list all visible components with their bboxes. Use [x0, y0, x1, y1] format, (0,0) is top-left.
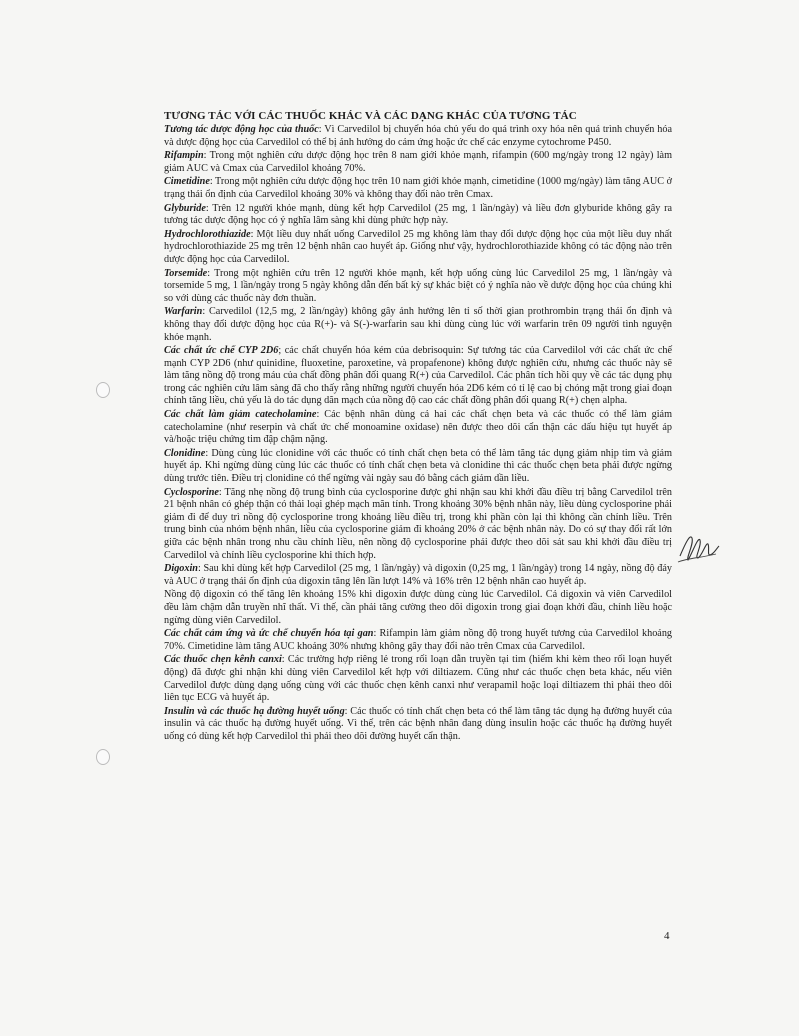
paragraph-lead: Các chất làm giảm catecholamine — [164, 409, 317, 421]
paragraph — [164, 448, 672, 486]
section-title: TƯƠNG TÁC VỚI CÁC THUỐC KHÁC VÀ CÁC DẠNG KHÁC CỦA TƯƠNG TÁC — [164, 110, 577, 122]
paragraph — [164, 229, 672, 267]
paragraph — [164, 124, 672, 149]
paragraph-text: : Các trường hợp riêng lẻ trong rối loạn dẫn truyền tại tim (hiếm khi kèm theo rối loạn huyết động) đã được ghi nhận khi dùng viên Carvedilol kết hợp với diltiazem. Cũng như các thuốc chẹn beta khác, nếu viên Carvedilol được dùng dạng uống cùng với các thuốc chẹn kênh canxi như verapamil hoặc loại diltiazem thì phải theo dõi liên tục ECG và huyết áp. — [164, 654, 672, 704]
page-number: 4 — [664, 930, 670, 942]
paragraph-lead: Torsemide — [164, 267, 208, 279]
paragraph-text: Nồng độ digoxin có thể tăng lên khoảng 15% khi digoxin được dùng cùng lúc Carvedilol. Cả digoxin và viên Carvedilol đều làm chậm dẫn truyền nhĩ thất. Vì thế, cần phải tăng cường theo dõi digoxin trong giai đoạn khởi đầu, chỉnh liều hoặc ngừng dùng viên Carvedilol. — [164, 589, 672, 626]
paragraph-text: : Trong một nghiên cứu dược động học trên 10 nam giới khỏe mạnh, cimetidine (1000 mg/ngày) làm tăng AUC ở trạng thái ổn định của Carvedilol khoảng 30% và không thay đổi nào trên Cmax. — [164, 176, 672, 200]
handwritten-signature — [676, 528, 722, 568]
document-body — [164, 110, 672, 745]
paragraph — [164, 176, 672, 201]
paragraph-text: : Vì Carvedilol bị chuyển hóa chủ yếu do quá trình oxy hóa nên quá trình chuyển hóa và dược động học của Carvedilol có thể bị ảnh hưởng do cảm ứng hoặc ức chế các enzyme cytochrome P450. — [164, 124, 672, 148]
paragraph-lead: Clonidine — [164, 447, 206, 459]
paragraph — [164, 628, 672, 653]
paragraph-text: : Một liều duy nhất uống Carvedilol 25 mg không làm thay đổi dược động học của một liều duy nhất hydrochlorothiazide 25 mg trên 12 bệnh nhân cao huyết áp. Giống như vậy, hydrochlorothiazide không có tác động nào trên dược động học của Carvedilol. — [164, 228, 672, 265]
paragraph-lead: Tương tác dược động học của thuốc — [164, 124, 319, 135]
paragraph-text: : Sau khi dùng kết hợp Carvedilol (25 mg, 1 lần/ngày) và digoxin (0,25 mg, 1 lần/ngày) trong 14 ngày, nồng độ đáy và AUC ở trạng thái ổn định của digoxin tăng lên lần lượt 14% và 16% trên 12 bệnh nhân cao huyết áp. — [164, 563, 672, 587]
paragraph — [164, 487, 672, 563]
paragraph-text: : Tăng nhẹ nồng độ trung bình của cyclosporine được ghi nhận sau khi khởi đầu điều trị bằng Carvedilol trên 21 bệnh nhân có ghép thận có thải loại ghép mạch mãn tính. Trong khoảng 30% bệnh nhân này, liều dùng cyclosporine phải giảm đi để duy trì nồng độ cyclosporine trong khoảng liều điều trị, trong khi phần còn lại thì không cần chỉnh liều. Trên trung bình của nhóm bệnh nhân, liều của cyclosporine giảm đi khoảng 20% ở các bệnh nhân này. Do có sự thay đổi rất lớn giữa các bệnh nhân trong nhu cầu chỉnh liều, nên nồng độ cyclosporine phải được theo dõi sát sau khi khởi đầu điều trị Carvedilol và chỉnh liều cyclosporine khi thích hợp. — [164, 486, 672, 561]
paragraph-text: : Các bệnh nhân dùng cả hai các chất chẹn beta và các thuốc có thể làm giảm catecholamine (như reserpin và chất ức chế monoamine oxidase) nên được theo dõi cẩn thận các dấu hiệu tụt huyết áp và/hoặc triệu chứng tim đập chậm nặng. — [164, 409, 672, 446]
paragraph — [164, 589, 672, 627]
paragraph-lead: Warfarin — [164, 306, 203, 318]
paragraph-text: : Carvedilol (12,5 mg, 2 lần/ngày) không gây ảnh hưởng lên tỉ số thời gian prothrombin trạng thái ổn định và không thay đổi dược động học của R(+)- và S(-)-warfarin sau khi dùng cùng lúc với warfarin trên 09 người tình nguyện khỏe mạnh. — [164, 306, 672, 343]
paragraph-lead: Cyclosporine — [164, 486, 219, 498]
paragraph-lead: Insulin và các thuốc hạ đường huyết uống — [164, 705, 345, 717]
paragraph — [164, 306, 672, 344]
paragraph-lead: Các chất cảm ứng và ức chế chuyển hóa tại gan — [164, 628, 374, 640]
paragraph — [164, 409, 672, 447]
paragraph-lead: Digoxin — [164, 563, 198, 575]
paragraph — [164, 150, 672, 175]
paragraph — [164, 345, 672, 408]
paragraph-text: ; các chất chuyển hóa kém của debrisoquin: Sự tương tác của Carvedilol với các chất ức chế mạnh CYP 2D6 (như quinidine, fluoxetine, paroxetine, và propafenone) không được nghiên cứu, nhưng các thuốc này sẽ làm tăng nồng độ trong máu của chất đồng phân đối quang R(+) của Carvedilol. Các phân tích hồi quy về các tác dụng phụ trong các nghiên cứu lâm sàng đã cho thấy rằng những người chuyển hóa 2D6 kém có tỉ lệ cao bị chóng mặt trong giai đoạn chỉnh tăng liều, chủ yếu là do tác dụng dãn mạch của nồng độ cao các chất đồng phân đối quang R(+) chẹn alpha. — [164, 345, 672, 407]
paragraph-lead: Cimetidine — [164, 176, 210, 188]
paragraph — [164, 654, 672, 704]
paragraph-text: : Dùng cùng lúc clonidine với các thuốc có tính chất chẹn beta có thể làm tăng tác dụng giảm nhịp tim và giảm huyết áp. Khi ngừng dùng cùng lúc các thuốc có tính chất chẹn beta và clonidine thì các thuốc chẹn beta phải được ngừng dùng trước tiên. Điều trị clonidine có thể ngừng vài ngày sau đó bằng cách giảm dần liều. — [164, 447, 672, 485]
punch-hole — [96, 382, 110, 398]
paragraph-lead: Hydrochlorothiazide — [164, 228, 251, 240]
paragraph — [164, 563, 672, 588]
paragraph — [164, 203, 672, 228]
paragraph-lead: Rifampin — [164, 150, 204, 162]
paragraph-lead: Các thuốc chẹn kênh canxi — [164, 654, 282, 666]
paragraph — [164, 706, 672, 744]
paragraph — [164, 268, 672, 306]
paragraph-text: : Các thuốc có tính chất chẹn beta có thể làm tăng tác dụng hạ đường huyết của insulin và các thuốc hạ đường huyết uống. Vì thế, trên các bệnh nhân đang dùng insulin hoặc các thuốc hạ đường huyết uống có dùng kết hợp Carvedilol thì phải theo dõi đường huyết cẩn thận. — [164, 705, 672, 742]
paragraph-lead: Glyburide — [164, 202, 206, 214]
paragraph-list — [164, 124, 672, 744]
paragraph-text: : Rifampin làm giảm nồng độ trong huyết tương của Carvedilol khoảng 70%. Cimetidine làm tăng AUC khoảng 30% nhưng không gây thay đổi nào trên Cmax của Carvedilol. — [164, 628, 673, 652]
paragraph-text: : Trong một nghiên cứu trên 12 người khỏe mạnh, kết hợp uống cùng lúc Carvedilol 25 mg, 1 lần/ngày và torsemide 5 mg, 1 lần/ngày trong 5 ngày không dẫn đến bất kỳ sự khác biệt có ý nghĩa nào về dược động học của chúng khi so với dùng các thuốc này đơn thuần. — [164, 267, 672, 304]
punch-hole — [96, 749, 110, 765]
paragraph-text: : Trên 12 người khỏe mạnh, dùng kết hợp Carvedilol (25 mg, 1 lần/ngày) và liều đơn glyburide không gây ra tương tác dược động học có ý nghĩa lâm sàng khi dùng phức hợp này. — [164, 202, 672, 227]
paragraph-text: : Trong một nghiên cứu dược động học trên 8 nam giới khỏe mạnh, rifampin (600 mg/ngày trong 12 ngày) làm giảm AUC và Cmax của Carvedilol khoảng 70%. — [164, 150, 672, 174]
paragraph-lead: Các chất ức chế CYP 2D6 — [164, 345, 279, 357]
